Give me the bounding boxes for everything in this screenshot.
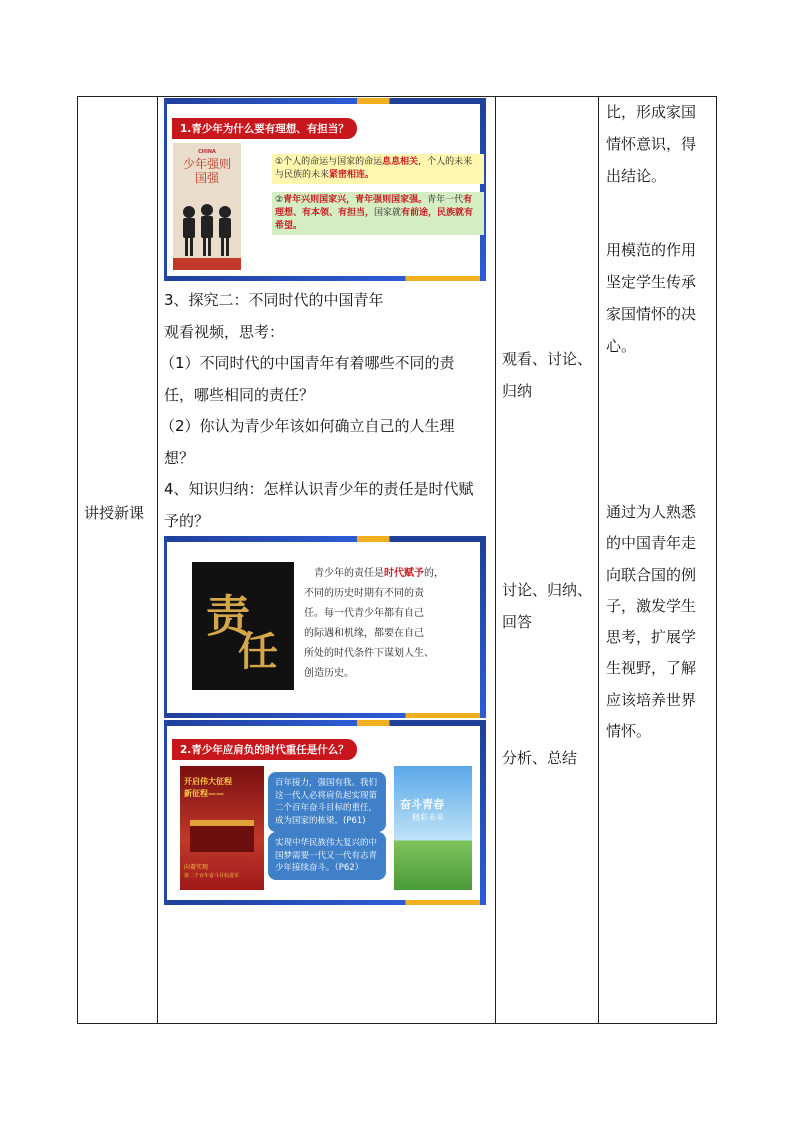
- point-1: ①个人的命运与国家的命运息息相关，个人的未来与民族的未来紧密相连。: [272, 154, 484, 184]
- activity-1: 观看、讨论、 归纳: [502, 350, 593, 400]
- step-line: 予的？: [164, 511, 210, 530]
- students-illustration: [173, 200, 241, 270]
- step-line: 4、知识归纳：怎样认识青少年的责任是时代赋: [164, 480, 474, 498]
- column-divider: [495, 97, 496, 1023]
- tiananmen-shape: [190, 820, 254, 852]
- poster-text: 向着实现: [184, 864, 209, 871]
- column-divider: [157, 97, 158, 1023]
- poster-text: 新征程——: [184, 789, 224, 798]
- step-line: 想？: [164, 448, 195, 467]
- activity-3: 分析、总结: [502, 749, 578, 767]
- step-line: 观看视频，思考：: [164, 322, 285, 341]
- note-bubble: 实现中华民族伟大复兴的中国梦需要一代又一代有志青少年接续奋斗。（P62）: [268, 832, 386, 880]
- slide-responsibility: [164, 536, 486, 718]
- section-label: 讲授新课: [84, 504, 145, 522]
- intent-1: 比，形成家国 情怀意识，得 出结论。: [606, 103, 697, 185]
- lesson-steps: [160, 285, 494, 537]
- new-journey-poster: [180, 766, 264, 890]
- step-line: （1）不同时代的中国青年有着哪些不同的责: [160, 354, 455, 372]
- poster-text: 第二个百年奋斗目标进军: [184, 873, 240, 879]
- slide-ideal-responsibility: [164, 98, 486, 281]
- poster-text: 开启伟大征程: [184, 777, 232, 786]
- responsibility-poster: [192, 562, 294, 690]
- poster-text: 奋斗青春: [400, 798, 444, 811]
- slide-title: 1.青少年为什么要有理想、有担当？: [172, 118, 357, 139]
- activity-2: 讨论、归纳、 回答: [502, 581, 593, 631]
- youth-poster: [173, 143, 241, 270]
- responsibility-text: 青少年的责任是时代赋予的， 不同的历史时期有不同的责 任。每一代青少年都有自己 的际遇和机缘，都要在自己 所处的时代条件下谋划人生、 创造历史。: [304, 568, 444, 679]
- step-line: 任，哪些相同的责任？: [164, 385, 315, 404]
- poster-char: 责: [206, 591, 250, 642]
- note-bubble: 百年接力，强国有我。我们这一代人必将肩负起实现第二个百年奋斗目标的重任，成为国家的栋梁。(P61): [268, 772, 386, 832]
- step-line: （2）你认为青少年该如何确立自己的人生理: [160, 417, 455, 435]
- poster-char: 任: [238, 628, 278, 675]
- poster-tag: CHINA: [198, 149, 216, 155]
- step-line: 3、探究二：不同时代的中国青年: [164, 291, 384, 309]
- slide-title: 2.青少年应肩负的时代重任是什么？: [172, 739, 357, 760]
- column-divider: [598, 97, 599, 1023]
- poster-text: 精彩未来: [412, 813, 444, 822]
- youth-poster: [394, 766, 472, 890]
- point-2: ②青年兴则国家兴，青年强则国家强。青年一代有理想、有本领、有担当，国家就有前途，民族就有希望。: [272, 192, 484, 235]
- poster-text: 少年强则国强: [182, 157, 231, 185]
- intent-3: 通过为人熟悉 的中国青年走 向联合国的例 子，激发学生 思考，扩展学 生视野，了解 应该培养世界 情怀。: [606, 503, 697, 741]
- intent-2: 用模范的作用 坚定学生传承 家国情怀的决 心。: [606, 241, 697, 355]
- slide-mission: [164, 720, 486, 905]
